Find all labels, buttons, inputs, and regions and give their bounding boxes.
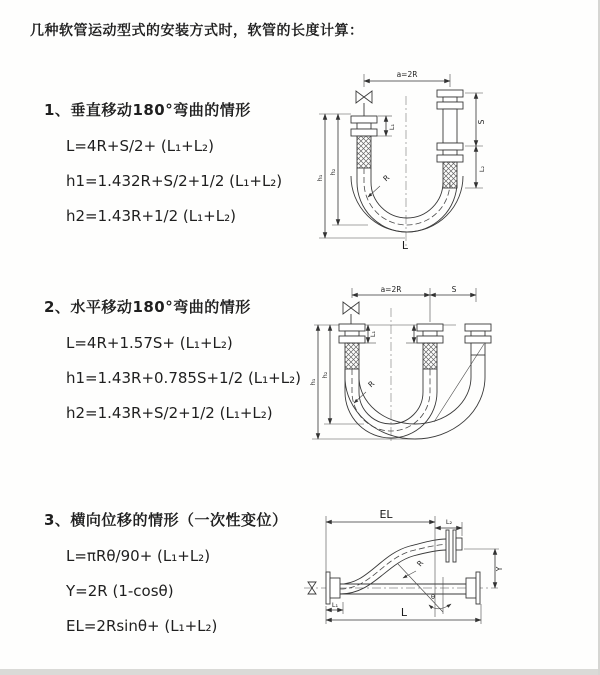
- valve-icon: [343, 302, 359, 324]
- formula-length: L=4R+S/2+ (L₁+L₂): [66, 137, 214, 155]
- label-l: L: [401, 239, 409, 252]
- dim-label-a2r: a=2R: [396, 70, 418, 79]
- diagram-horizontal-180-bend: [306, 282, 596, 457]
- hose-braid: [345, 343, 359, 369]
- dim-label-h2: h₂: [321, 371, 329, 379]
- middle-fitting: [417, 324, 443, 369]
- label-theta: θ: [431, 593, 435, 601]
- dimension-l2: [465, 146, 486, 188]
- right-flange: [466, 572, 480, 604]
- dimension-s: [430, 285, 476, 302]
- dim-label-h1: h₁: [316, 174, 324, 182]
- dim-label-l2: L₂: [445, 518, 453, 526]
- page-edge-bottom: [0, 669, 600, 675]
- dim-label-s: S: [477, 119, 486, 125]
- dimension-s: [465, 93, 486, 146]
- label-r: R: [414, 558, 426, 569]
- formula-el: EL=2Rsinθ+ (L₁+L₂): [66, 617, 218, 635]
- hose-straight-original: [340, 584, 466, 594]
- dim-label-l2: L₂: [478, 165, 486, 173]
- section-2-heading: 2、水平移动180°弯曲的情形: [44, 298, 251, 316]
- section-3-heading: 3、横向位移的情形（一次性变位）: [44, 511, 288, 529]
- dim-label-h1: h₁: [309, 378, 317, 386]
- section-horizontal-movement: [44, 296, 301, 431]
- dim-label-l1: L₁: [388, 123, 396, 131]
- right-fitting-moved: [465, 324, 491, 355]
- formula-h1: h1=1.432R+S/2+1/2 (L₁+L₂): [66, 172, 283, 190]
- left-flange: [326, 572, 340, 604]
- hose-braid: [357, 136, 371, 168]
- top-right-flange-moved: [446, 530, 462, 562]
- section-1-heading: 1、垂直移动180°弯曲的情形: [44, 101, 251, 119]
- diagram-vertical-180-bend: [306, 66, 586, 256]
- formula-length: L=πRθ/90+ (L₁+L₂): [66, 547, 211, 565]
- hose-u-bend-moved: [345, 344, 485, 439]
- dimension-l: [326, 604, 481, 624]
- dim-label-s: S: [451, 285, 457, 294]
- page-title: 几种软管运动型式的安装方式时，软管的长度计算：: [30, 23, 364, 39]
- dim-label-l1: L₁: [331, 601, 339, 609]
- valve-icon: [356, 91, 372, 116]
- dimension-a2r: [364, 70, 450, 87]
- formula-h1: h1=1.43R+0.785S+1/2 (L₁+L₂): [66, 369, 301, 387]
- formula-y: Y=2R (1-cosθ): [66, 582, 174, 600]
- hose-curved-moved: [340, 539, 446, 594]
- section-lateral-displacement: [44, 509, 287, 644]
- label-r: R: [381, 173, 392, 184]
- right-fitting: [437, 90, 463, 188]
- left-fitting: [351, 116, 377, 168]
- label-r: R: [366, 379, 377, 390]
- hose-braid: [423, 343, 437, 369]
- dim-label-el: EL: [379, 508, 393, 521]
- dim-label-a2r: a=2R: [380, 285, 402, 294]
- section-vertical-movement: [44, 99, 282, 234]
- left-fitting: [339, 324, 365, 369]
- dim-label-y: Y: [495, 566, 504, 572]
- formula-length: L=4R+1.57S+ (L₁+L₂): [66, 334, 233, 352]
- dim-label-l1: L₁: [369, 330, 377, 338]
- formula-h2: h2=1.43R+S/2+1/2 (L₁+L₂): [66, 404, 273, 422]
- dim-label-l: L: [400, 606, 408, 619]
- formula-h2: h2=1.43R+1/2 (L₁+L₂): [66, 207, 236, 225]
- diagram-lateral-displacement: [298, 502, 598, 657]
- dim-label-h2: h₂: [329, 168, 337, 176]
- radius-callout: [403, 559, 425, 578]
